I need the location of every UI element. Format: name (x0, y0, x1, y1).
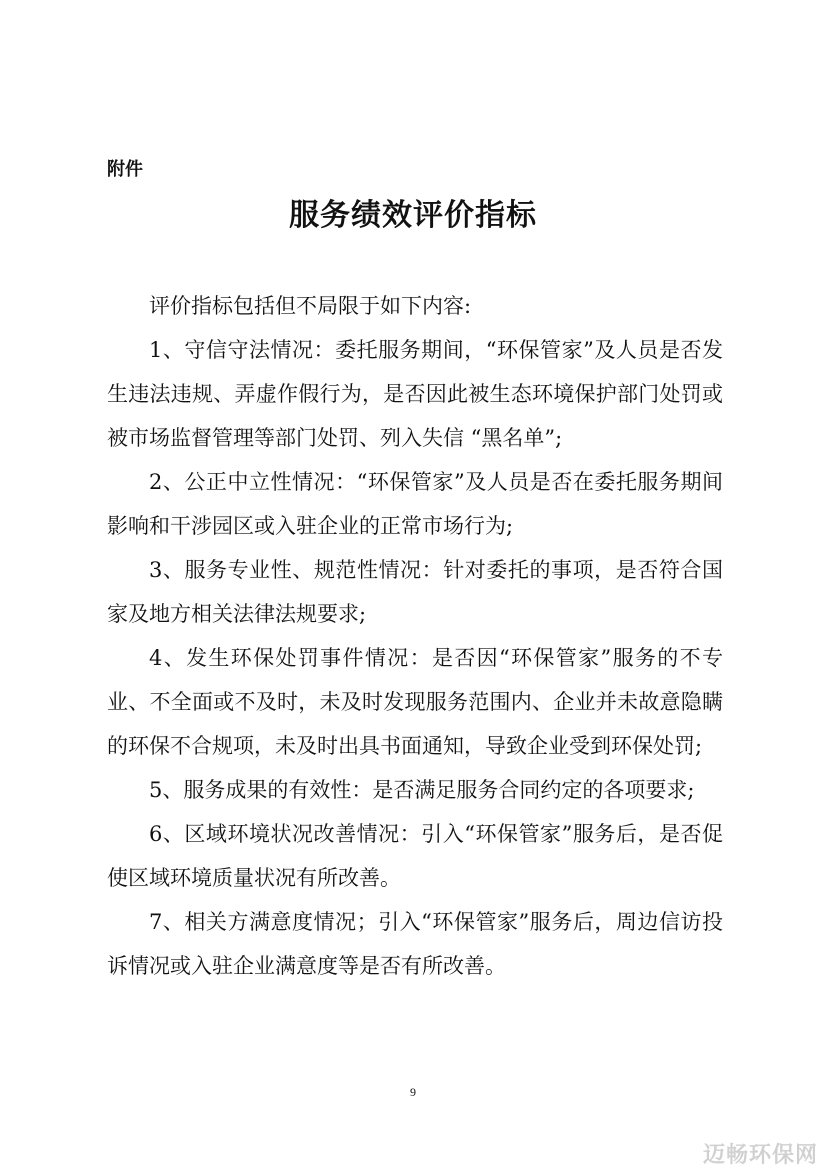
paragraph-item-2: 2、公正中立性情况：“环保管家”及人员是否在委托服务期间影响和干涉园区或入驻企业的正常市场行为; (107, 470, 723, 538)
paragraph-item-1: 1、守信守法情况：委托服务期间，“环保管家”及人员是否发生违法违规、弄虚作假行为，是否因此被生态环境保护部门处罚或被市场监督管理等部门处罚、列入失信 “黑名单”; (107, 338, 723, 450)
page-number: 9 (410, 1085, 416, 1099)
paragraph-item-5: 5、服务成果的有效性：是否满足服务合同约定的各项要求; (149, 778, 695, 802)
paragraph-item-3: 3、服务专业性、规范性情况：针对委托的事项，是否符合国家及地方相关法律法规要求; (107, 558, 723, 626)
paragraph-intro: 评价指标包括但不局限于如下内容: (149, 294, 472, 318)
paragraph-item-6: 6、区域环境状况改善情况：引入“环保管家”服务后，是否促使区域环境质量状况有所改善。 (107, 822, 723, 890)
document-body (107, 284, 723, 988)
document-title: 服务绩效评价指标 (289, 198, 537, 233)
attachment-label: 附件 (107, 159, 143, 180)
paragraph-item-4: 4、发生环保处罚事件情况：是否因“环保管家”服务的不专业、不全面或不及时，未及时发现服务范围内、企业并未故意隐瞒的环保不合规项，未及时出具书面通知，导致企业受到环保处罚; (107, 646, 723, 758)
paragraph-item-7: 7、相关方满意度情况；引入“环保管家”服务后，周边信访投诉情况或入驻企业满意度等是否有所改善。 (107, 910, 723, 978)
watermark-text: 迈畅环保网 (702, 1143, 818, 1168)
